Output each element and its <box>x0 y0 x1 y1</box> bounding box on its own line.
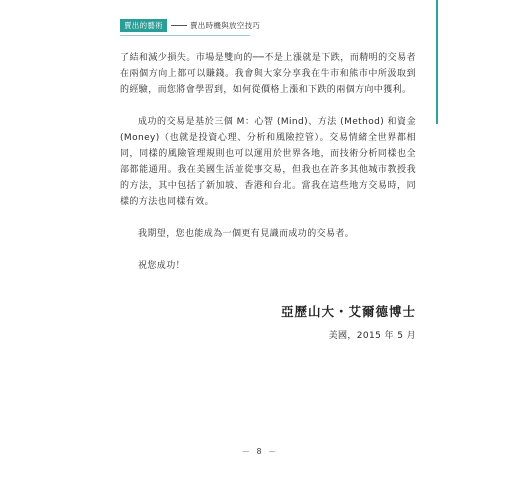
author-name: 亞歷山大・艾爾德博士 <box>280 304 416 319</box>
signature-block <box>240 302 416 341</box>
header-underline <box>120 35 250 36</box>
paragraph-2: 成功的交易是基於三個 M：心智 (Mind)、方法 (Method) 和資金 (Money)（也就是投資心理、分析和風險控管）。交易情緒全世界都相同，同樣的風險管理規則也可以運用於世界各地，而技術分析同樣也全部都能通用。我在美國生活並從事交易，但我也在許多其他城市教授我的方法，其中包括了新加坡、香港和台北。當我在這些地方交易時，同樣的方法也同樣有效。 <box>120 117 416 207</box>
right-edge-accent-rule <box>436 0 438 124</box>
place-and-date: 美國，2015 年 5 月 <box>328 331 416 341</box>
preface-body <box>120 50 416 274</box>
closing-wish: 祝您成功！ <box>138 261 186 271</box>
paragraph-3: 我期望，您也能成為一個更有見識而成功的交易者。 <box>138 229 355 239</box>
book-title-tag: 賣出的藝術 <box>120 19 167 32</box>
header-dash <box>171 25 187 26</box>
page-number: － 8 － <box>241 447 279 456</box>
running-header <box>120 19 260 32</box>
chapter-subtitle: 賣出時機與放空技巧 <box>190 21 261 30</box>
paragraph-1: 了結和減少損失。市場是雙向的──不是上漲就是下跌，而精明的交易者在兩個方向上都可以賺錢。我會與大家分享我在牛市和熊市中所汲取到的經驗，而您將會學習到，如何從價格上漲和下跌的兩個方向中獲利。 <box>120 53 416 95</box>
